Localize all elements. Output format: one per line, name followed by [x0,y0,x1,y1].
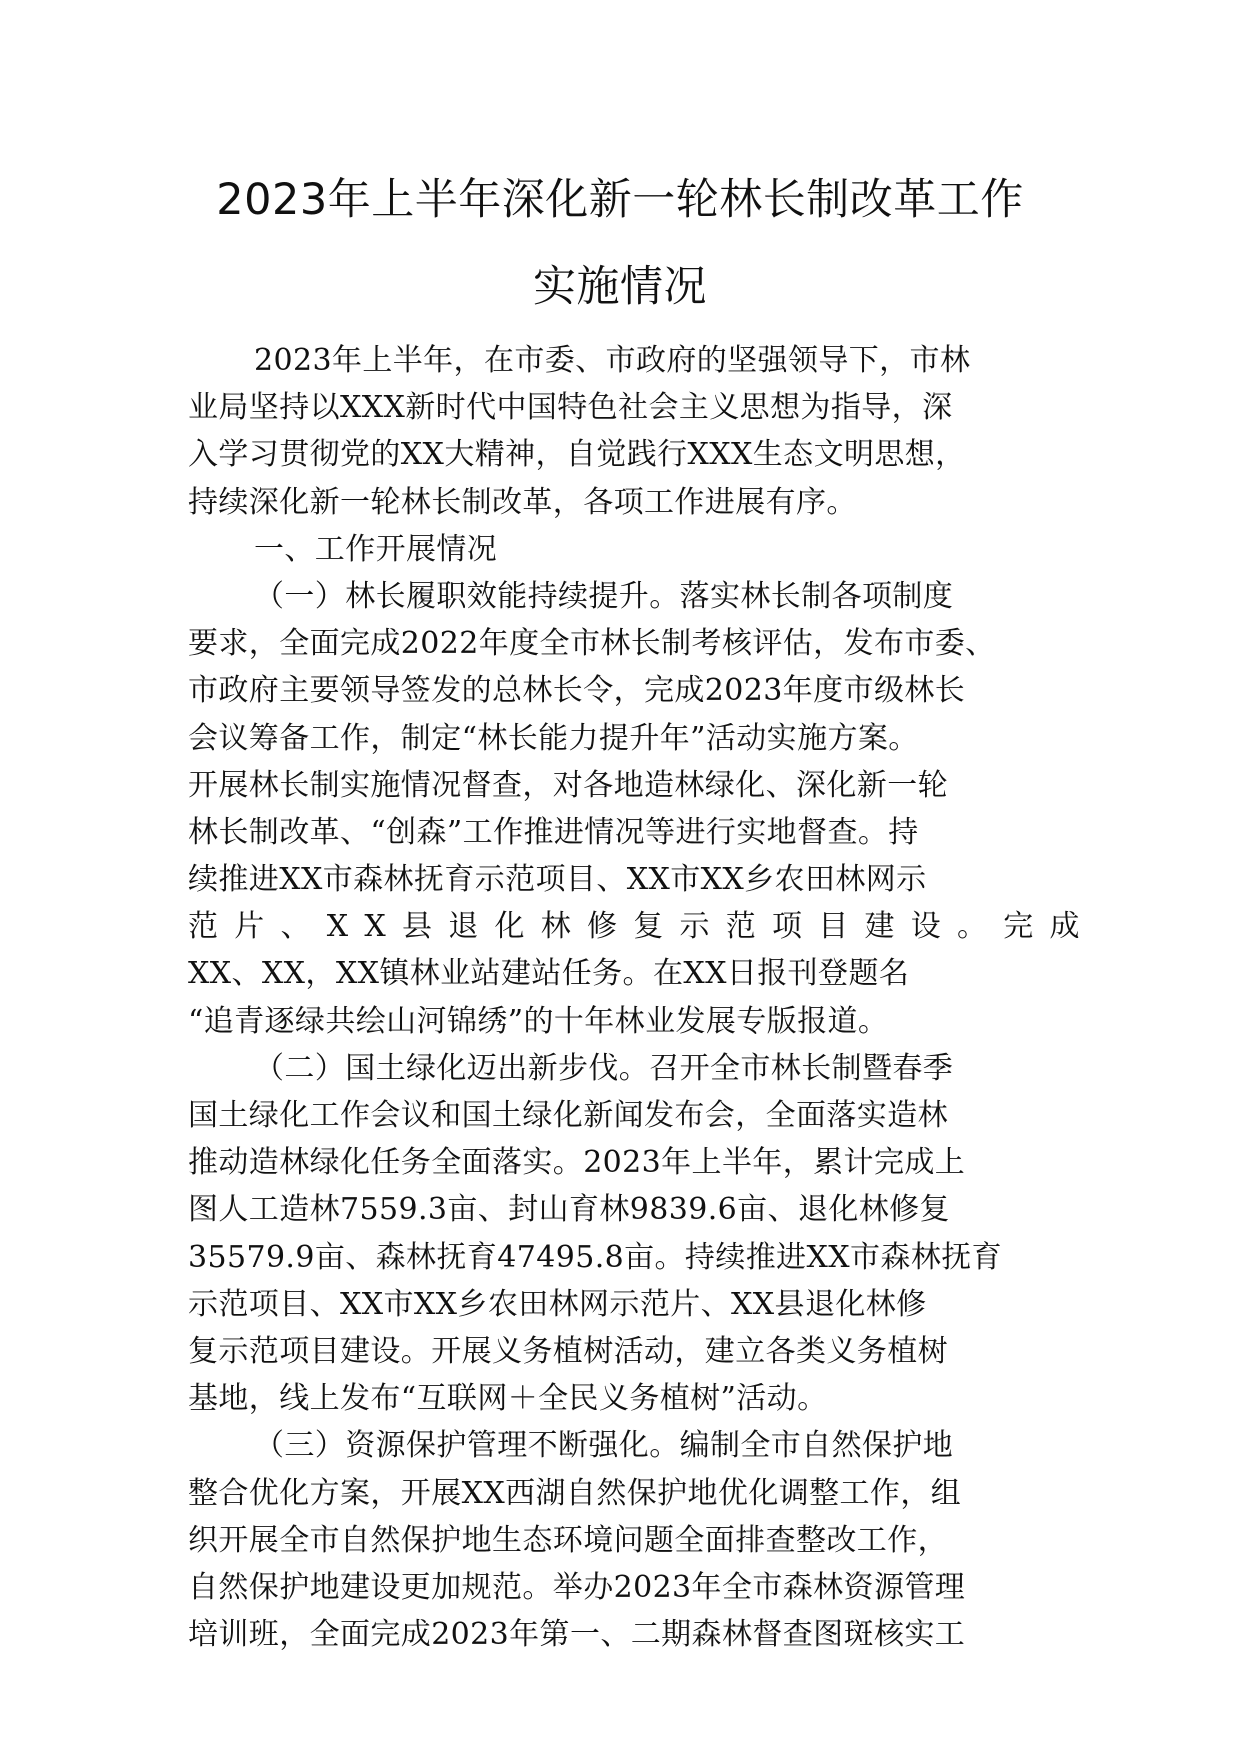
body-line: 自然保护地建设更加规范。举办2023年全市森林资源管理 [188,1569,966,1605]
body-line: 市政府主要领导签发的总林长令，完成2023年度市级林长 [188,673,966,709]
body-line: 开展林长制实施情况督查，对各地造林绿化、深化新一轮 [188,767,948,803]
body-line: 2023年上半年，在市委、市政府的坚强领导下，市林 [254,343,971,378]
body-line: 35579.9亩、森林抚育47495.8亩。持续推进XX市森林抚育 [188,1239,1003,1275]
body-line: （二）国土绿化迈出新步伐。召开全市林长制暨春季 [254,1050,954,1086]
body-line: 示范项目、XX市XX乡农田林网示范片、XX县退化林修 [188,1286,927,1322]
body-line: 整合优化方案，开展XX西湖自然保护地优化调整工作，组 [188,1475,962,1511]
body-line: 续推进XX市森林抚育示范项目、XX市XX乡农田林网示 [188,862,927,898]
body-line: 业局坚持以XXX新时代中国特色社会主义思想为指导，深 [188,390,953,426]
document-title-line-1: 2023年上半年深化新一轮林长制改革工作 [216,175,1024,225]
body-line: 推动造林绿化任务全面落实。2023年上半年，累计完成上 [188,1145,966,1181]
body-line: （三）资源保护管理不断强化。编制全市自然保护地 [254,1428,954,1464]
body-line: 培训班，全面完成2023年第一、二期森林督查图斑核实工 [188,1617,966,1653]
body-line: XX、XX，XX镇林业站建站任务。在XX日报刊登题名 [188,956,910,992]
body-line: 国土绿化工作会议和国土绿化新闻发布会，全面落实造林 [188,1098,948,1133]
body-line: 要求，全面完成2022年度全市林长制考核评估，发布市委、 [188,626,996,662]
body-line: 范 片 、 X X 县 退 化 林 修 复 示 范 项 目 建 设 。 完 成 [188,909,1080,945]
body-line: “追青逐绿共绘山河锦绣”的十年林业发展专版报道。 [188,1003,889,1039]
body-line: 入学习贯彻党的XX大精神，自觉践行XXX生态文明思想， [188,437,966,473]
body-line: 会议筹备工作，制定“林长能力提升年”活动实施方案。 [188,720,919,756]
body-line: 林长制改革、“创森”工作推进情况等进行实地督查。持 [188,814,919,850]
body-line: 复示范项目建设。开展义务植树活动，建立各类义务植树 [188,1333,948,1369]
body-line: 图人工造林7559.3亩、封山育林9839.6亩、退化林修复 [188,1192,950,1228]
document-body [188,337,1080,1658]
body-line: 织开展全市自然保护地生态环境问题全面排查整改工作， [188,1522,948,1558]
document-title-line-2: 实施情况 [533,262,707,312]
body-line: 基地，线上发布“互联网＋全民义务植树”活动。 [188,1381,828,1417]
body-line: 持续深化新一轮林长制改革，各项工作进展有序。 [188,484,857,520]
body-line: （一）林长履职效能持续提升。落实林长制各项制度 [254,578,954,614]
section-heading: 一、工作开展情况 [254,531,498,567]
